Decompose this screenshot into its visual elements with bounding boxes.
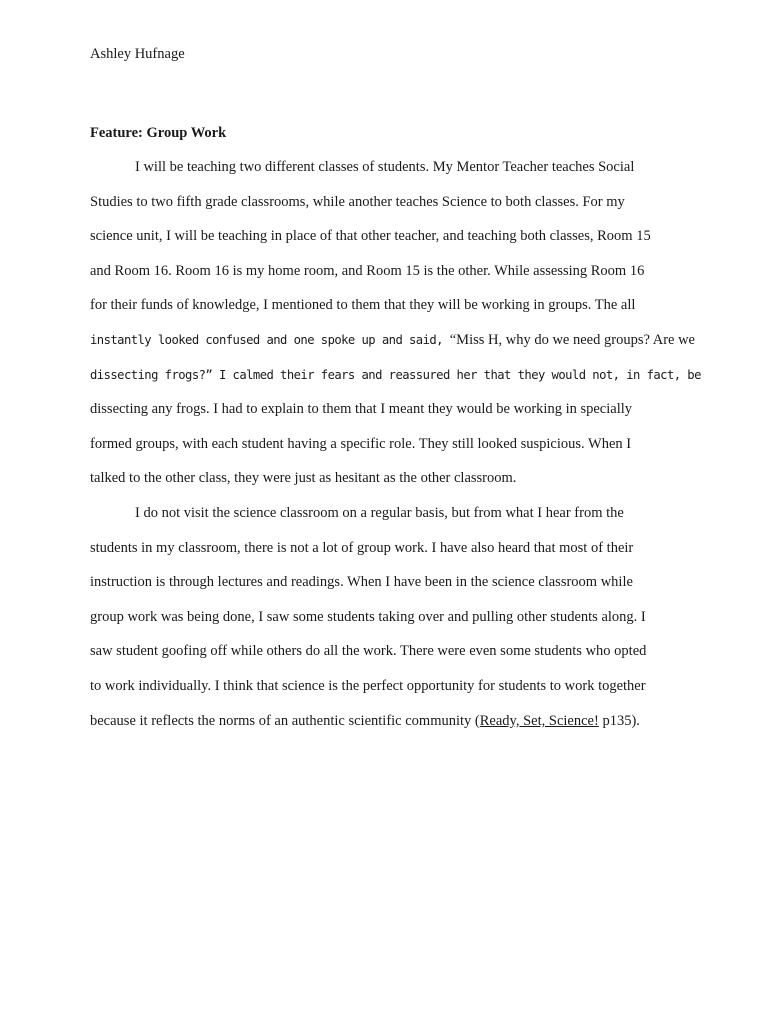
paragraph-line: instruction is through lectures and readings. When I have been in the science classroom while	[90, 574, 633, 590]
paragraph-line: science unit, I will be teaching in place of that other teacher, and teaching both classes, Room 15	[90, 228, 651, 244]
paragraph-line: dissecting frogs?” I calmed their fears and reassured her that they would not, in fact, be	[90, 368, 701, 382]
line-segment: instantly looked confused and one spoke up and said,	[90, 333, 450, 347]
paragraph-line: to work individually. I think that science is the perfect opportunity for students to work together	[90, 678, 646, 694]
paragraph-line: group work was being done, I saw some students taking over and pulling other students along. I	[90, 609, 646, 625]
paragraph-line: I will be teaching two different classes of students. My Mentor Teacher teaches Social	[135, 159, 635, 175]
paragraph-line: formed groups, with each student having a specific role. They still looked suspicious. When I	[90, 436, 632, 452]
paragraph-line: Studies to two fifth grade classrooms, while another teaches Science to both classes. For my	[90, 194, 625, 210]
paragraph-line	[90, 711, 640, 731]
paragraph-line: talked to the other class, they were just as hesitant as the other classroom.	[90, 470, 517, 486]
paragraph-line	[90, 330, 695, 350]
paragraph-line: students in my classroom, there is not a lot of group work. I have also heard that most of their	[90, 540, 634, 556]
paragraph-line: and Room 16. Room 16 is my home room, and Room 15 is the other. While assessing Room 16	[90, 263, 645, 279]
paragraph-line: I do not visit the science classroom on a regular basis, but from what I hear from the	[135, 505, 624, 521]
line-segment: because it reflects the norms of an authentic scientific community (	[90, 713, 480, 729]
author-name: Ashley Hufnage	[90, 46, 185, 62]
line-segment: “Miss H, why do we need groups? Are we	[449, 332, 695, 348]
paragraph-line: saw student goofing off while others do all the work. There were even some students who opted	[90, 643, 647, 659]
line-segment: p135).	[598, 713, 640, 729]
paragraph-line: dissecting any frogs. I had to explain to them that I meant they would be working in specially	[90, 401, 633, 417]
paragraph-line: for their funds of knowledge, I mentioned to them that they will be working in groups. The all	[90, 297, 636, 313]
section-heading: Feature: Group Work	[90, 125, 227, 141]
book-title-citation: Ready, Set, Science!	[479, 713, 599, 729]
